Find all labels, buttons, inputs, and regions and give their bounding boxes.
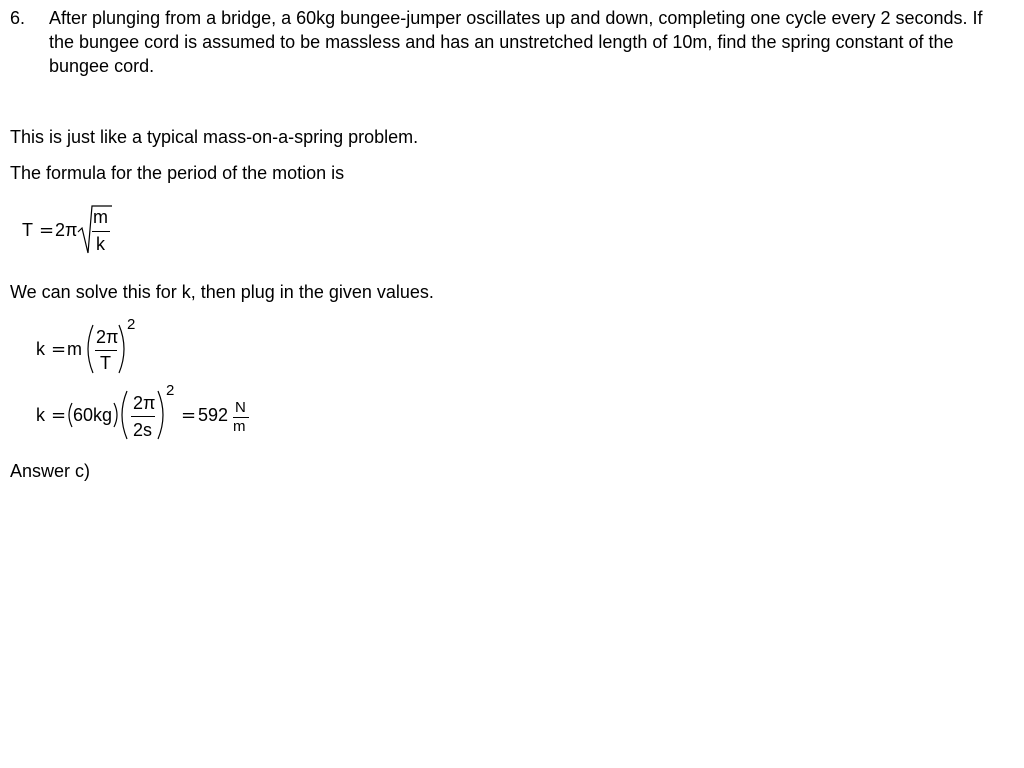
eq1-coef: 2π <box>55 220 78 240</box>
eq2-fraction-bar <box>95 350 117 351</box>
mass-parens-icon <box>0 0 1 1</box>
eq1-lhs: T <box>22 220 33 240</box>
explanation-line-1: This is just like a typical mass-on-a-spring problem. <box>10 127 419 147</box>
problem-number: 6. <box>10 8 26 28</box>
eq2-equals: = <box>51 339 67 360</box>
eq1-denominator: k <box>96 234 105 254</box>
answer-line: Answer c) <box>10 461 91 481</box>
eq2-mass: m <box>67 339 82 359</box>
problem-text: After plunging from a bridge, a 60kg bungee-jumper oscillates up and down, completing one cycle every 2 seconds. If the bungee cord is assumed to be massless and has an unstretched length of 10m, find the spring constant of the bungee cord. <box>49 8 983 76</box>
eq3-lhs: k <box>36 405 45 425</box>
eq2-lhs: k <box>36 339 45 359</box>
problem-statement <box>10 6 1000 78</box>
eq3-equals-2: = <box>181 405 197 426</box>
eq2-denominator: T <box>100 353 111 373</box>
eq3-exponent: 2 <box>166 382 175 399</box>
eq3-equals: = <box>51 405 67 426</box>
eq3-numerator: 2π <box>133 393 156 413</box>
explanation-line-2: The formula for the period of the motion is <box>10 163 345 183</box>
eq2-numerator: 2π <box>96 327 119 347</box>
eq3-denominator: 2s <box>133 420 153 440</box>
eq1-fraction-bar <box>92 231 110 232</box>
eq3-mass: 60kg <box>73 405 113 425</box>
eq2-exponent: 2 <box>127 316 136 333</box>
eq1-equals: = <box>39 220 55 241</box>
eq3-fraction-bar <box>131 416 155 417</box>
eq3-result: 592 <box>198 405 229 425</box>
eq3-unit-denominator: m <box>233 418 246 435</box>
explanation-line-3: We can solve this for k, then plug in the given values. <box>10 282 434 302</box>
eq1-numerator: m <box>93 207 108 227</box>
eq3-unit-numerator: N <box>235 399 246 416</box>
